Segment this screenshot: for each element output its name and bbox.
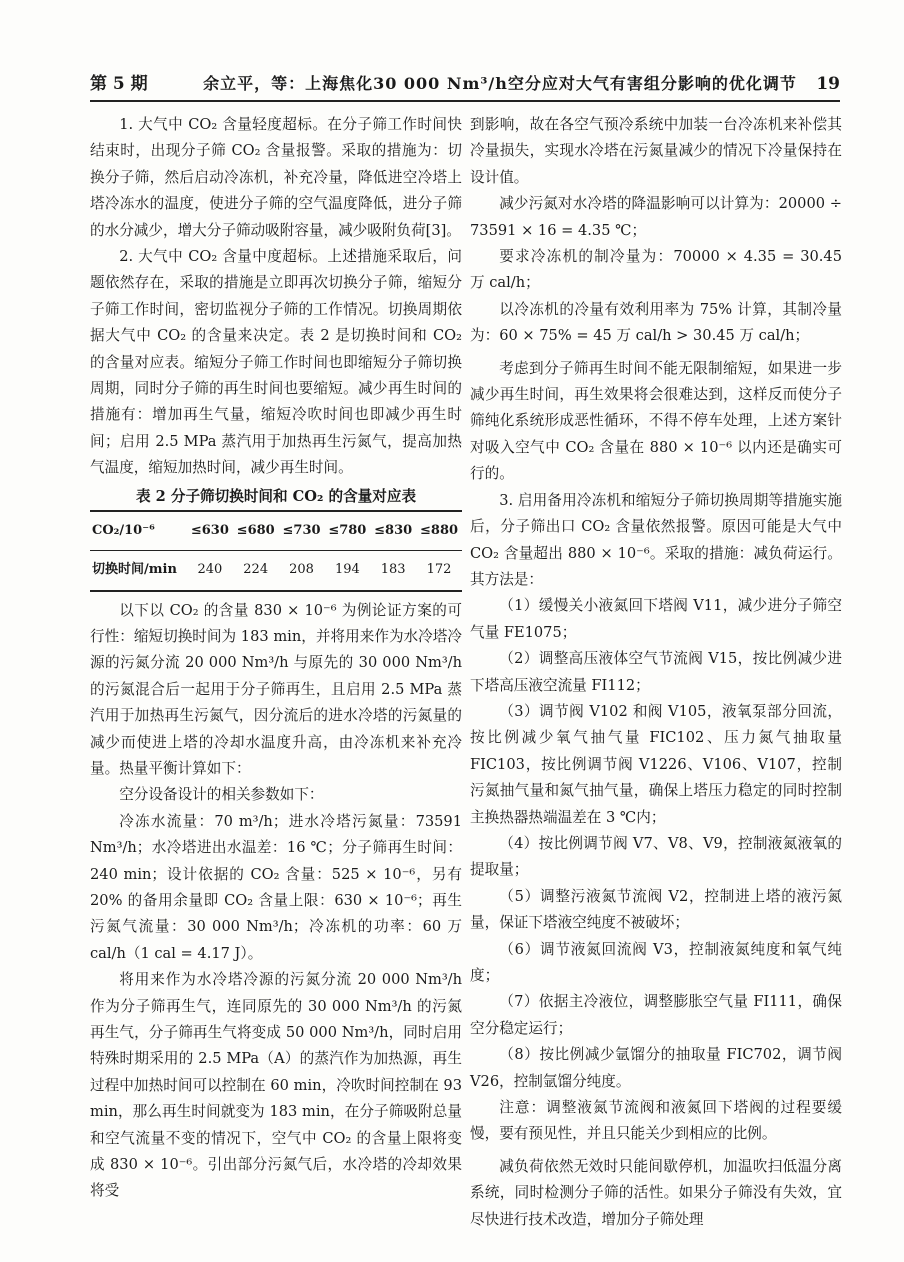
running-title: 余立平，等：上海焦化30 000 Nm³/h空分应对大气有害组分影响的优化调节 xyxy=(203,74,797,93)
table-header-cell: ≤630 xyxy=(187,511,233,551)
table-cell: 172 xyxy=(416,551,462,591)
table-header-cell: ≤880 xyxy=(416,511,462,551)
paragraph: 1. 大气中 CO₂ 含量轻度超标。在分子筛工作时间快结束时，出现分子筛 CO₂ 含量报警。采取的措施为：切换分子筛，然后启动冷冻机，补充冷量，降低进空冷塔上塔冷冻水的温度，使进分子筛的空气温度降低，进分子筛的水分减少，增大分子筛动吸附容量，减少吸附负荷[3]。 xyxy=(90,116,462,239)
step-item: （6）调节液氮回流阀 V3，控制液氮纯度和氧气纯度； xyxy=(470,940,842,984)
table-cell: 183 xyxy=(370,551,416,591)
paragraph: 以冷冻机的冷量有效利用率为 75% 计算，其制冷量为：60 × 75% = 45 万 cal/h > 30.45 万 cal/h； xyxy=(470,300,842,345)
paragraph: 减负荷依然无效时只能间歇停机，加温吹扫低温分离系统，同时检测分子筛的活性。如果分子筛没有失效，宜尽快进行技术改造，增加分子筛处理 xyxy=(470,1157,842,1228)
paragraph: 将用来作为水冷塔冷源的污氮分流 20 000 Nm³/h 作为分子筛再生气，连同原先的 30 000 Nm³/h 的污氮再生气，分子筛再生气将变成 50 000 Nm³/h，同时启用特殊时期采用的 2.5 MPa（A）的蒸汽作为加热源，再生过程中加热时间可以控制在 60 min，冷吹时间控制在 93 min，那么再生时间就变为 183 min，在分子筛吸附总量和空气流量不变的情况下，空气中 CO₂ 的含量上限将变成 830 × 10⁻⁶。引出部分污氮气后，水冷塔的冷却效果将受 xyxy=(90,971,462,1200)
table-caption: 表 2 分子筛切换时间和 CO₂ 的含量对应表 xyxy=(135,487,417,505)
table-header-cell: ≤730 xyxy=(279,511,325,551)
table-header-cell: ≤780 xyxy=(324,511,370,551)
paragraph: 2. 大气中 CO₂ 含量中度超标。上述措施采取后，问题依然存在，采取的措施是立即再次切换分子筛，缩短分子筛工作时间，密切监视分子筛的工作情况。切换周期依据大气中 CO₂ 的含量来决定。表 2 是切换时间和 CO₂ 的含量对应表。缩短分子筛工作时间也即缩短分子筛切换周期，同时分子筛的再生时间也要缩短。减少再生时间的措施有：增加再生气量，缩短冷吹时间也即减少再生时间；启用 2.5 MPa 蒸汽用于加热再生污氮气，提高加热气温度，缩短加热时间，减少再生时间。 xyxy=(90,248,462,477)
table-cell: 224 xyxy=(233,551,279,591)
table-2 xyxy=(90,484,462,592)
table-row xyxy=(90,551,462,591)
paragraph: 要求冷冻机的制冷量为：70000 × 4.35 = 30.45 万 cal/h； xyxy=(470,248,842,292)
left-column xyxy=(90,112,462,1205)
page-number: 19 xyxy=(816,74,840,94)
step-item: （8）按比例减少氩馏分的抽取量 FIC702，调节阀 V26，控制氩馏分纯度。 xyxy=(470,1046,842,1090)
paragraph: 考虑到分子筛再生时间不能无限制缩短，如果进一步减少再生时间，再生效果将会很难达到，这样反而使分子筛纯化系统形成恶性循环，不得不停车处理，上述方案针对吸入空气中 CO₂ 含量在 880 × 10⁻⁶ 以内还是确实可行的。 xyxy=(470,359,842,483)
table-header-cell: ≤830 xyxy=(370,511,416,551)
table-cell: 194 xyxy=(324,551,370,591)
note: 注意：调整液氮节流阀和液氮回下塔阀的过程要缓慢，要有预见性，并且只能关少到相应的比例。 xyxy=(470,1099,842,1143)
step-item: （2）调整高压液体空气节流阀 V15，按比例减少进下塔高压液空流量 FI112； xyxy=(470,650,842,694)
table-header-cell: CO₂/10⁻⁶ xyxy=(90,511,187,551)
paragraph: 3. 启用备用冷冻机和缩短分子筛切换周期等措施实施后，分子筛出口 CO₂ 含量依然报警。原因可能是大气中 CO₂ 含量超出 880 × 10⁻⁶。采取的措施：减负荷运行。其方法是： xyxy=(470,491,842,588)
page-header xyxy=(90,64,840,102)
paragraph: 到影响，故在各空气预冷系统中加装一台冷冻机来补偿其冷量损失，实现水冷塔在污氮量减少的情况下冷量保持在设计值。 xyxy=(470,116,842,186)
right-column xyxy=(470,112,842,1233)
issue-number: 第 5 期 xyxy=(90,74,148,94)
step-item: （7）依据主冷液位，调整膨胀空气量 FI111，确保空分稳定运行； xyxy=(470,993,842,1037)
step-item: （3）调节阀 V102 和阀 V105，液氧泵部分回流，按比例减少氧气抽气量 FIC102、压力氮气抽取量 FIC103，按比例调节阀 V1226、V106、V107，控制污氮抽气量和氮气抽气量，确保上塔压力稳定的同时控制主换热器热端温差在 3 ℃内； xyxy=(470,702,842,826)
table-cell: 切换时间/min xyxy=(90,551,187,591)
step-item: （5）调整污液氮节流阀 V2，控制进上塔的液污氮量，保证下塔液空纯度不被破坏； xyxy=(470,887,842,932)
table-header-row xyxy=(90,511,462,551)
paragraph: 冷冻水流量：70 m³/h；进水冷塔污氮量：73591 Nm³/h；水冷塔进出水温差：16 ℃；分子筛再生时间：240 min；设计依据的 CO₂ 含量：525 × 10⁻⁶，另有 20% 的备用余量即 CO₂ 含量上限：630 × 10⁻⁶；再生污氮气流量：30 000 Nm³/h；冷冻机的功率：60 万 cal/h（1 cal = 4.17 J）。 xyxy=(90,812,462,962)
paragraph: 以下以 CO₂ 的含量 830 × 10⁻⁶ 为例论证方案的可行性：缩短切换时间为 183 min，并将用来作为水冷塔冷源的污氮分流 20 000 Nm³/h 与原先的 30 000 Nm³/h 的污氮混合后一起用于分子筛再生，且启用 2.5 MPa 蒸汽用于加热再生污氮气，因分流后的进水冷塔的污氮量的减少而使进上塔的冷却水温度升高，由冷冻机来补充冷量。热量平衡计算如下： xyxy=(90,601,462,777)
table-header-cell: ≤680 xyxy=(233,511,279,551)
table-cell: 208 xyxy=(279,551,325,591)
co2-switch-time-table xyxy=(90,510,462,592)
table-cell: 240 xyxy=(187,551,233,591)
paragraph: 减少污氮对水冷塔的降温影响可以计算为：20000 ÷ 73591 × 16 = 4.35 ℃； xyxy=(470,195,842,239)
paragraph: 空分设备设计的相关参数如下： xyxy=(119,786,324,804)
step-item: （4）按比例调节阀 V7、V8、V9，控制液氮液氧的提取量； xyxy=(470,834,842,879)
step-item: （1）缓慢关小液氮回下塔阀 V11，减少进分子筛空气量 FE1075； xyxy=(470,597,842,641)
